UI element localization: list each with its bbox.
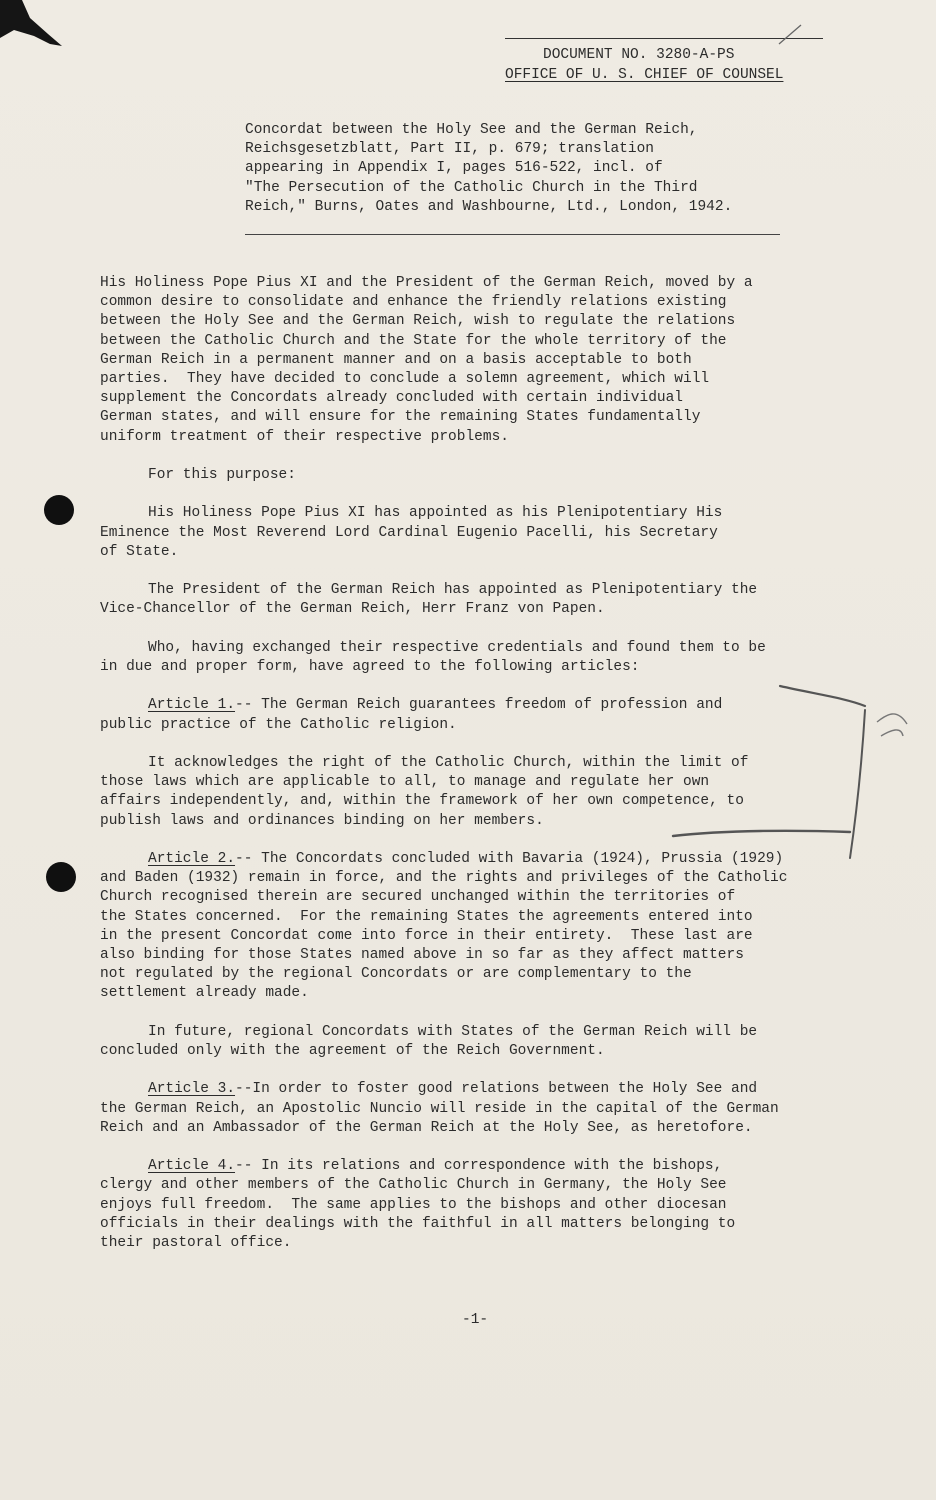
pope-plenipotentiary-paragraph <box>100 504 860 562</box>
header-check-mark <box>775 22 805 48</box>
purpose-paragraph <box>100 466 860 485</box>
torn-corner-mark <box>0 0 70 60</box>
punch-hole-top <box>44 495 74 525</box>
article-2-title: Article 2. <box>148 850 236 867</box>
credentials-text: Who, having exchanged their respective credentials and found them to be in due and proper form, have agreed to the following articles: <box>100 639 766 675</box>
article-2-text: -- The Concordats concluded with Bavaria (1924), Prussia (1929) and Baden (1932) remain in force, and the rights and privileges of the Catholic Church recognised therein are secured unchanged within the territories of the States concerned. For the remaining States the agreements entered into in the present Concordat come into force in their entirety. These last are also binding for those States named above in so far as they affect matters not regulated by the regional Concordats or are complementary to the settlement already made. <box>100 850 788 1002</box>
article-2-continuation <box>100 1023 860 1061</box>
article-3-paragraph <box>100 1080 860 1138</box>
article-3-title: Article 3. <box>148 1081 236 1098</box>
purpose-text: For this purpose: <box>148 467 296 484</box>
article-4-text: -- In its relations and correspondence with the bishops, clergy and other members of the Catholic Church in Germany, the Holy See enjoys full freedom. The same applies to the bishops and other diocesan officials in their dealings with the faithful in all matters belonging to their pastoral office. <box>100 1158 736 1251</box>
president-plenipotentiary-paragraph <box>100 581 860 619</box>
citation-divider <box>245 234 780 235</box>
article-1-continuation-text: It acknowledges the right of the Catholic Church, within the limit of those laws which are applicable to all, to manage and regulate her own affairs independently, and, within the framework of her own competence, to publish laws and ordinances binding on her members. <box>100 754 749 829</box>
article-1-title: Article 1. <box>148 697 236 714</box>
citation-line: Concordat between the Holy See and the German Reich, <box>245 122 698 138</box>
document-number: DOCUMENT NO. 3280-A-PS <box>543 47 735 63</box>
punch-hole-bottom <box>46 862 76 892</box>
citation-line: appearing in Appendix I, pages 516-522, incl. of <box>245 160 663 177</box>
office-line: OFFICE OF U. S. CHIEF OF COUNSEL <box>505 67 784 83</box>
article-2-continuation-text: In future, regional Concordats with States of the German Reich will be concluded only with the agreement of the Reich Government. <box>100 1023 758 1059</box>
article-4-paragraph <box>100 1157 860 1253</box>
margin-bracket-annotation <box>665 680 915 870</box>
preamble-paragraph: His Holiness Pope Pius XI and the President of the German Reich, moved by a common desire to consolidate and enhance the friendly relations existing between the Holy See and the German Reich, wish to regulate the relations between the Catholic Church and the State for the whole territory of the German Reich in a permanent manner and on a basis acceptable to both parties. They have decided to conclude a solemn agreement, which will supplement the Concordats already concluded with certain individual German states, and will ensure for the remaining States fundamentally uniform treatment of their respective problems. <box>100 275 753 445</box>
citation-line: Reich," Burns, Oates and Washbourne, Ltd., London, 1942. <box>245 198 733 215</box>
article-3-text: --In order to foster good relations between the Holy See and the German Reich, an Apostolic Nuncio will reside in the capital of the German Reich and an Ambassador of the German Reich at the Holy See, as heretofore. <box>100 1081 779 1136</box>
article-4-title: Article 4. <box>148 1158 236 1175</box>
credentials-paragraph <box>100 639 860 677</box>
article-1-text: -- The German Reich guarantees freedom of profession and public practice of the Catholic religion. <box>100 697 723 733</box>
president-plenipotentiary-text: The President of the German Reich has appointed as Plenipotentiary the Vice-Chancellor of the German Reich, Herr Franz von Papen. <box>100 582 758 618</box>
citation-line: "The Persecution of the Catholic Church in the Third <box>245 179 698 196</box>
citation-line: Reichsgesetzblatt, Part II, p. 679; translation <box>245 141 654 158</box>
article-2-paragraph <box>100 850 860 1004</box>
page-number: -1- <box>462 1312 489 1328</box>
source-citation <box>245 121 805 217</box>
pope-plenipotentiary-text: His Holiness Pope Pius XI has appointed as his Plenipotentiary His Eminence the Most Reverend Lord Cardinal Eugenio Pacelli, his Secretary of State. <box>100 505 723 560</box>
